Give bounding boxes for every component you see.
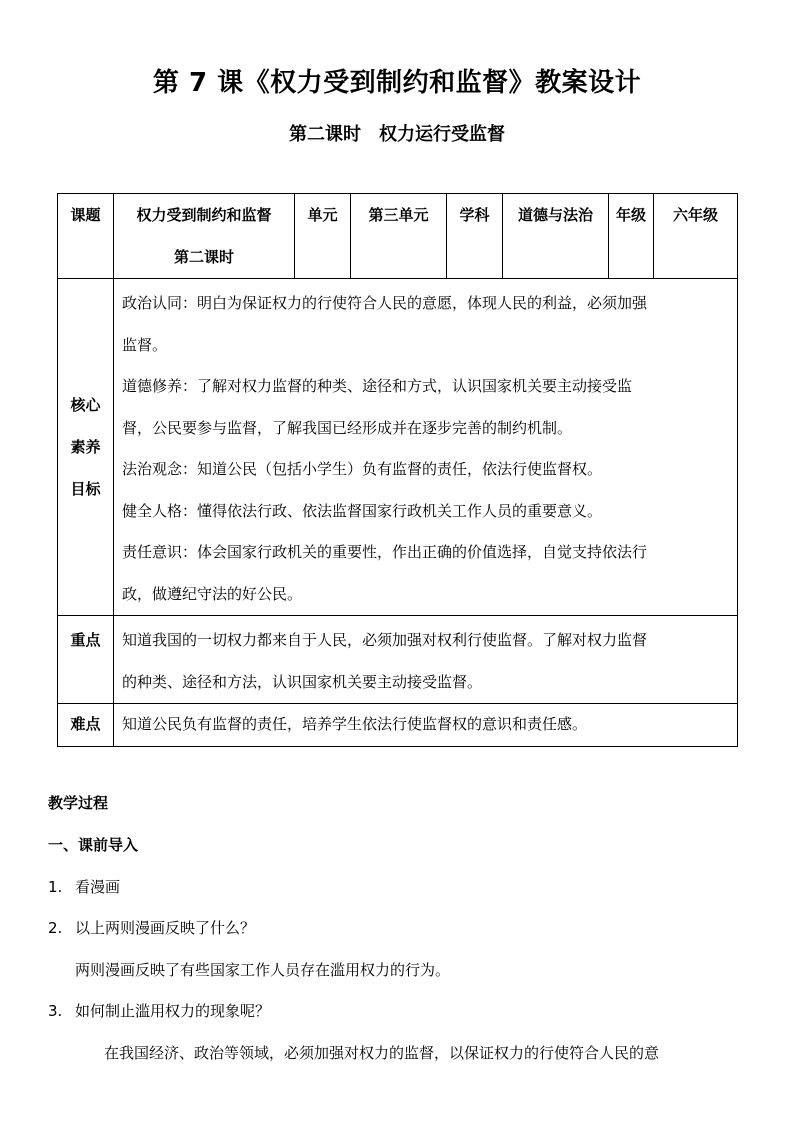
section-intro-heading: 一、课前导入 (48, 836, 139, 854)
answer-text: 在我国经济、政治等领域，必须加强对权力的监督，以保证权力的行使符合人民的意 (104, 1044, 660, 1062)
list-number: 2. (48, 919, 63, 937)
core-goal-line: 监督。 (122, 335, 168, 354)
subject-label: 学科 (447, 194, 503, 279)
answer-text: 两则漫画反映了有些国家工作人员存在滥用权力的行为。 (75, 961, 451, 979)
list-item-text: 看漫画 (75, 878, 121, 896)
core-goal-line: 督，公民要参与监督，了解我国已经形成并在逐步完善的制约机制。 (122, 418, 573, 437)
subtitle-topic: 权力运行受监督 (379, 124, 505, 145)
grade-value: 六年级 (654, 194, 738, 279)
core-goals-content (114, 279, 738, 616)
subtitle-period: 第二课时 (289, 124, 361, 145)
core-label-line: 核心 (70, 396, 101, 414)
core-goal-line: 法治观念：知道公民（包括小学生）负有监督的责任，依法行使监督权。 (122, 460, 603, 478)
core-goal-line: 责任意识：体会国家行政机关的重要性，作出正确的价值选择，自觉支持依法行 (122, 543, 648, 561)
list-item (48, 876, 120, 897)
core-goals-row (58, 279, 738, 616)
key-points-row (58, 616, 738, 704)
list-item (48, 1000, 270, 1021)
subject-value: 道德与法治 (503, 194, 609, 279)
difficulty-content: 知道公民负有监督的责任，培养学生依法行使监督权的意识和责任感。 (114, 704, 738, 747)
topic-line-2: 第二课时 (173, 248, 234, 266)
key-point-line: 的种类、途径和方法，认识国家机关要主动接受监督。 (122, 672, 483, 691)
core-goal-line: 政，做遵纪守法的好公民。 (122, 584, 303, 603)
core-label-line: 素养 (70, 438, 101, 456)
key-points-content (114, 616, 738, 704)
list-number: 3. (48, 1002, 63, 1020)
topic-label: 课题 (58, 194, 114, 279)
list-item (48, 917, 255, 938)
core-goal-line: 政治认同：明白为保证权力的行使符合人民的意愿，体现人民的利益，必须加强 (122, 294, 648, 312)
core-label-line: 目标 (70, 480, 101, 498)
lesson-info-table (57, 193, 738, 747)
difficulty-row (58, 704, 738, 747)
list-item-text: 如何制止滥用权力的现象呢？ (75, 1002, 271, 1020)
difficulty-label: 难点 (58, 704, 114, 747)
document-subtitle (0, 120, 794, 146)
core-goals-label (58, 279, 114, 616)
grade-label: 年级 (609, 194, 654, 279)
key-points-label: 重点 (58, 616, 114, 704)
key-point-line: 知道我国的一切权力都来自于人民，必须加强对权利行使监督。了解对权力监督 (122, 631, 648, 649)
unit-label: 单元 (295, 194, 351, 279)
topic-line-1: 权力受到制约和监督 (136, 206, 272, 224)
teaching-process-heading: 教学过程 (48, 794, 109, 812)
core-goal-line: 道德修养：了解对权力监督的种类、途径和方式，认识国家机关要主动接受监 (122, 377, 633, 395)
list-item-text: 以上两则漫画反映了什么？ (75, 919, 256, 937)
topic-value (114, 194, 295, 279)
unit-value: 第三单元 (351, 194, 447, 279)
list-number: 1. (48, 878, 63, 896)
document-title: 第 7 课《权力受到制约和监督》教案设计 (152, 68, 642, 98)
header-row (58, 194, 738, 279)
core-goal-line: 健全人格：懂得依法行政、依法监督国家行政机关工作人员的重要意义。 (122, 501, 603, 520)
